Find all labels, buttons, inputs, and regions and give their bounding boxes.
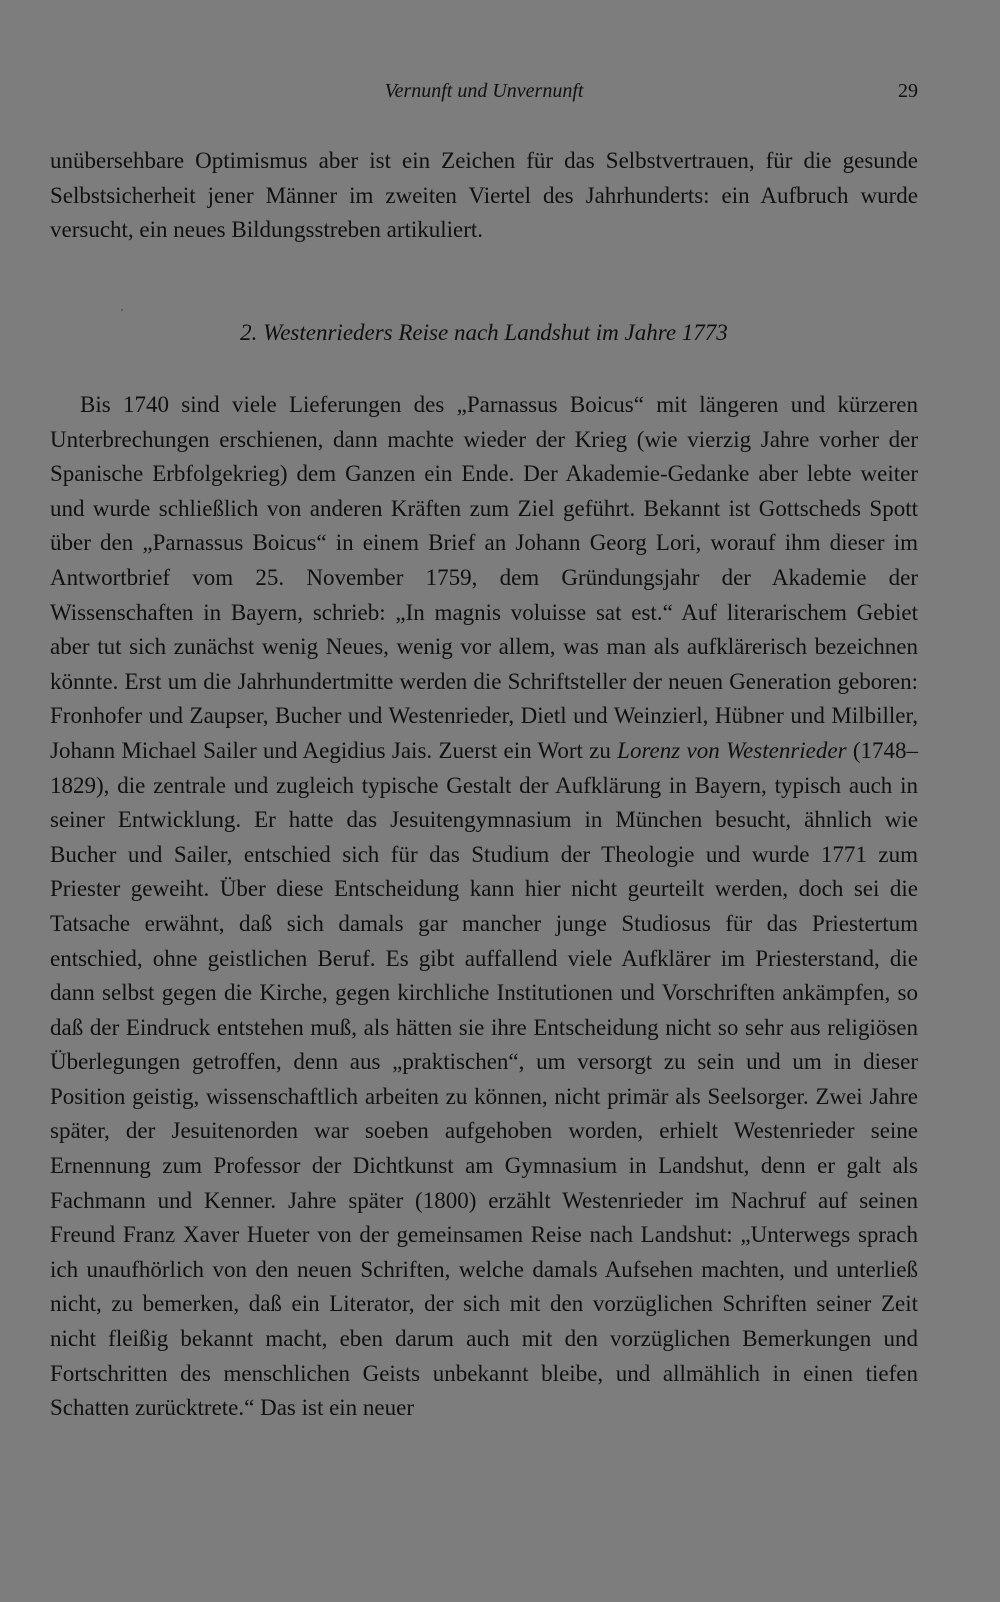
running-head (50, 78, 918, 108)
section-heading: 2. Westenrieders Reise nach Landshut im Jahre 1773 (240, 320, 728, 345)
paragraph-text-part-1: Bis 1740 sind viele Lieferungen des „Parnassus Boicus“ mit längeren und kürzeren Unterbrechungen erschienen, dann machte wieder der Krieg (wie vierzig Jahre vorher der Spanische Erbfolgekrieg) dem Ganzen ein Ende. Der Akademie-Gedanke aber lebte weiter und wurde schließlich von anderen Kräften zum Ziel geführt. Bekannt ist Gottscheds Spott über den „Parnassus Boicus“ in einem Brief an Johann Georg Lori, worauf ihm dieser im Antwortbrief vom 25. November 1759, dem Gründungsjahr der Akademie der Wissenschaften in Bayern, schrieb: „In magnis voluisse sat est.“ Auf literarischem Gebiet aber tut sich zunächst wenig Neues, wenig vor allem, was man als aufklärerisch bezeichnen könnte. Erst um die Jahrhundertmitte werden die Schriftsteller der neuen Generation geboren: Fronhofer und Zaupser, Bucher und Westenrieder, Dietl und Weinzierl, Hübner und Milbiller, Johann Michael Sailer und Aegidius Jais. Zuerst ein Wort zu (50, 392, 918, 763)
stray-dot-mark (121, 309, 123, 311)
paragraph-continued: unübersehbare Optimismus aber ist ein Zeichen für das Selbstvertrauen, für die gesunde Selbstsicherheit jener Männer im zweiten Viertel des Jahrhunderts: ein Aufbruch wurde versucht, ein neues Bildungsstreben artikuliert. (50, 148, 918, 243)
paragraph-text-part-2: (1748–1829), die zentrale und zugleich typische Gestalt der Aufklärung in Bayern, typisch auch in seiner Entwicklung. Er hatte das Jesuitengymnasium in München besucht, ähnlich wie Bucher und Sailer, entschied sich für das Studium der Theologie und wurde 1771 zum Priester geweiht. Über diese Entscheidung kann hier nicht geurteilt werden, doch sei die Tatsache erwähnt, daß sich damals gar mancher junge Studiosus für das Priestertum entschied, ohne geistlichen Beruf. Es gibt auffallend viele Aufklärer im Priesterstand, die dann selbst gegen die Kirche, gegen kirchliche Institutionen und Vorschriften ankämpfen, so daß der Eindruck entstehen muß, als hätten sie ihre Entscheidung nicht so sehr aus religiösen Überlegungen getroffen, denn aus „praktischen“, um versorgt zu sein und um in dieser Position geistig, wissenschaftlich arbeiten zu können, nicht primär als Seelsorger. Zwei Jahre später, der Jesuitenorden war soeben aufgehoben worden, erhielt Westenrieder seine Ernennung zum Professor der Dichtkunst am Gymnasium in Landshut, denn er galt als Fachmann und Kenner. Jahre später (1800) erzählt Westenrieder im Nachruf auf seinen Freund Franz Xaver Hueter von der gemeinsamen Reise nach Landshut: „Unterwegs sprach ich unaufhörlich von den neuen Schriften, welche damals Aufsehen machten, und unterließ nicht, zu bemerken, daß ein Literator, der sich mit den vorzüglichen Schriften seiner Zeit nicht fleißig bekannt macht, eben darum auch mit den vorzüglichen Bemerkungen und Fortschritten des menschlichen Geists unbekannt bleibe, und allmählich in einen tiefen Schatten zurücktrete.“ Das ist ein neuer (50, 737, 918, 1421)
italic-person-name: Lorenz von Westenrieder (617, 737, 847, 763)
page-number: 29 (898, 80, 918, 102)
paragraph-main (50, 388, 918, 1426)
running-title: Vernunft und Unvernunft (384, 80, 584, 102)
